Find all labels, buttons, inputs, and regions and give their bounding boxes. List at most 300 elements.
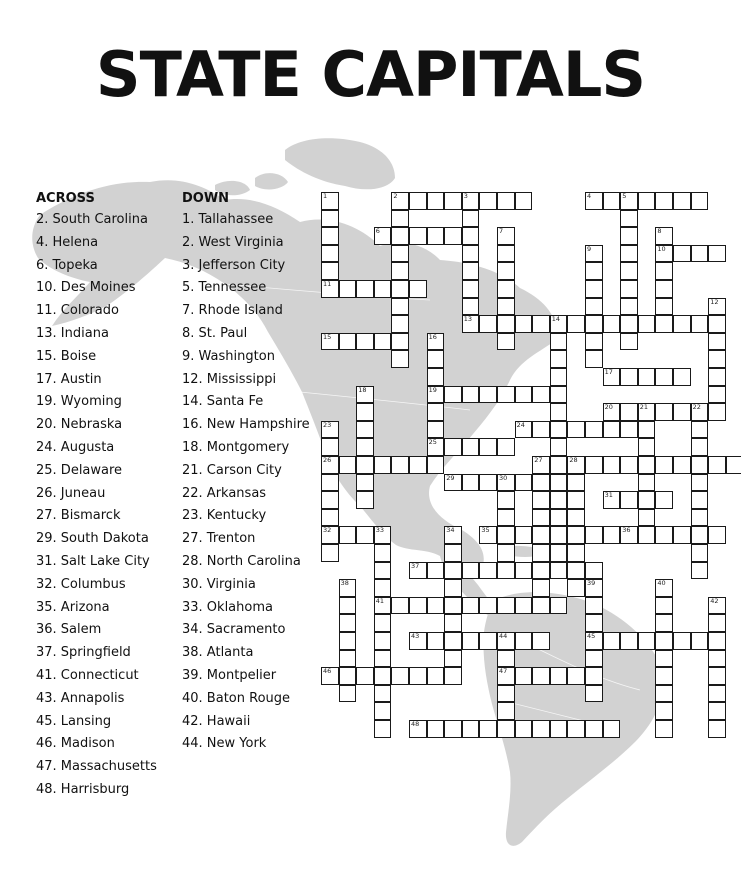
- crossword-cell[interactable]: [585, 579, 603, 597]
- crossword-cell[interactable]: [444, 667, 462, 685]
- crossword-cell[interactable]: [532, 509, 550, 527]
- crossword-cell[interactable]: [356, 403, 374, 421]
- crossword-cell[interactable]: [726, 456, 741, 474]
- crossword-cell[interactable]: [391, 192, 409, 210]
- crossword-cell[interactable]: [356, 667, 374, 685]
- crossword-cell[interactable]: [691, 474, 709, 492]
- crossword-cell[interactable]: [444, 227, 462, 245]
- crossword-cell[interactable]: [515, 315, 533, 333]
- crossword-cell[interactable]: [585, 632, 603, 650]
- crossword-cell[interactable]: [497, 685, 515, 703]
- crossword-cell[interactable]: [444, 544, 462, 562]
- crossword-cell[interactable]: [708, 720, 726, 738]
- crossword-cell[interactable]: [339, 456, 357, 474]
- crossword-cell[interactable]: [673, 192, 691, 210]
- crossword-cell[interactable]: [567, 456, 585, 474]
- crossword-cell[interactable]: [462, 192, 480, 210]
- crossword-cell[interactable]: [462, 474, 480, 492]
- crossword-cell[interactable]: [444, 562, 462, 580]
- crossword-cell[interactable]: [497, 227, 515, 245]
- crossword-cell[interactable]: [462, 438, 480, 456]
- crossword-cell[interactable]: [339, 667, 357, 685]
- crossword-cell[interactable]: [391, 262, 409, 280]
- crossword-cell[interactable]: [638, 403, 656, 421]
- crossword-cell[interactable]: [515, 562, 533, 580]
- crossword-cell[interactable]: [620, 298, 638, 316]
- crossword-cell[interactable]: [620, 456, 638, 474]
- crossword-cell[interactable]: [585, 526, 603, 544]
- crossword-cell[interactable]: [673, 632, 691, 650]
- crossword-cell[interactable]: [497, 491, 515, 509]
- crossword-cell[interactable]: [532, 562, 550, 580]
- crossword-cell[interactable]: [603, 192, 621, 210]
- crossword-cell[interactable]: [427, 438, 445, 456]
- crossword-cell[interactable]: [691, 421, 709, 439]
- crossword-cell[interactable]: [427, 192, 445, 210]
- crossword-cell[interactable]: [550, 333, 568, 351]
- crossword-cell[interactable]: [550, 456, 568, 474]
- crossword-cell[interactable]: [708, 685, 726, 703]
- crossword-cell[interactable]: [515, 421, 533, 439]
- crossword-cell[interactable]: [620, 210, 638, 228]
- crossword-cell[interactable]: [603, 491, 621, 509]
- crossword-cell[interactable]: [691, 245, 709, 263]
- crossword-cell[interactable]: [462, 262, 480, 280]
- crossword-cell[interactable]: [708, 614, 726, 632]
- crossword-cell[interactable]: [708, 597, 726, 615]
- crossword-cell[interactable]: [603, 456, 621, 474]
- crossword-cell[interactable]: [356, 526, 374, 544]
- crossword-cell[interactable]: [356, 386, 374, 404]
- crossword-cell[interactable]: [497, 526, 515, 544]
- crossword-cell[interactable]: [638, 474, 656, 492]
- crossword-cell[interactable]: [585, 667, 603, 685]
- crossword-cell[interactable]: [550, 526, 568, 544]
- crossword-cell[interactable]: [567, 491, 585, 509]
- crossword-cell[interactable]: [356, 438, 374, 456]
- crossword-cell[interactable]: [374, 720, 392, 738]
- crossword-cell[interactable]: [356, 456, 374, 474]
- crossword-cell[interactable]: [374, 333, 392, 351]
- crossword-cell[interactable]: [532, 579, 550, 597]
- crossword-cell[interactable]: [444, 720, 462, 738]
- crossword-cell[interactable]: [532, 386, 550, 404]
- crossword-cell[interactable]: [374, 614, 392, 632]
- crossword-cell[interactable]: [655, 368, 673, 386]
- crossword-cell[interactable]: [550, 403, 568, 421]
- crossword-cell[interactable]: [339, 579, 357, 597]
- crossword-cell[interactable]: [321, 526, 339, 544]
- crossword-cell[interactable]: [321, 421, 339, 439]
- crossword-cell[interactable]: [391, 227, 409, 245]
- crossword-cell[interactable]: [532, 421, 550, 439]
- crossword-cell[interactable]: [655, 456, 673, 474]
- crossword-cell[interactable]: [550, 350, 568, 368]
- crossword-cell[interactable]: [444, 438, 462, 456]
- crossword-cell[interactable]: [374, 227, 392, 245]
- crossword-cell[interactable]: [427, 421, 445, 439]
- crossword-cell[interactable]: [497, 597, 515, 615]
- crossword-cell[interactable]: [655, 632, 673, 650]
- crossword-cell[interactable]: [479, 386, 497, 404]
- crossword-cell[interactable]: [374, 650, 392, 668]
- crossword-cell[interactable]: [585, 421, 603, 439]
- crossword-cell[interactable]: [708, 667, 726, 685]
- crossword-cell[interactable]: [691, 544, 709, 562]
- crossword-cell[interactable]: [620, 491, 638, 509]
- crossword-cell[interactable]: [655, 614, 673, 632]
- crossword-cell[interactable]: [708, 526, 726, 544]
- crossword-cell[interactable]: [550, 597, 568, 615]
- crossword-cell[interactable]: [655, 192, 673, 210]
- crossword-cell[interactable]: [550, 315, 568, 333]
- crossword-cell[interactable]: [497, 667, 515, 685]
- crossword-cell[interactable]: [620, 315, 638, 333]
- crossword-cell[interactable]: [567, 421, 585, 439]
- crossword-cell[interactable]: [479, 315, 497, 333]
- crossword-cell[interactable]: [603, 315, 621, 333]
- crossword-cell[interactable]: [691, 526, 709, 544]
- crossword-cell[interactable]: [585, 650, 603, 668]
- crossword-cell[interactable]: [708, 333, 726, 351]
- crossword-cell[interactable]: [620, 245, 638, 263]
- crossword-cell[interactable]: [585, 562, 603, 580]
- crossword-cell[interactable]: [673, 368, 691, 386]
- crossword-cell[interactable]: [427, 720, 445, 738]
- crossword-cell[interactable]: [691, 491, 709, 509]
- crossword-cell[interactable]: [339, 614, 357, 632]
- crossword-cell[interactable]: [427, 456, 445, 474]
- crossword-cell[interactable]: [409, 192, 427, 210]
- crossword-cell[interactable]: [655, 298, 673, 316]
- crossword-cell[interactable]: [638, 368, 656, 386]
- crossword-cell[interactable]: [585, 614, 603, 632]
- crossword-cell[interactable]: [497, 192, 515, 210]
- crossword-cell[interactable]: [391, 298, 409, 316]
- crossword-cell[interactable]: [427, 562, 445, 580]
- crossword-cell[interactable]: [497, 333, 515, 351]
- crossword-cell[interactable]: [585, 245, 603, 263]
- crossword-cell[interactable]: [321, 192, 339, 210]
- crossword-cell[interactable]: [585, 720, 603, 738]
- crossword-cell[interactable]: [497, 720, 515, 738]
- crossword-cell[interactable]: [585, 597, 603, 615]
- crossword-cell[interactable]: [444, 632, 462, 650]
- crossword-cell[interactable]: [620, 421, 638, 439]
- crossword-cell[interactable]: [655, 720, 673, 738]
- crossword-cell[interactable]: [444, 192, 462, 210]
- crossword-cell[interactable]: [620, 403, 638, 421]
- crossword-cell[interactable]: [532, 597, 550, 615]
- crossword-cell[interactable]: [374, 702, 392, 720]
- crossword-cell[interactable]: [339, 597, 357, 615]
- crossword-cell[interactable]: [321, 280, 339, 298]
- crossword-cell[interactable]: [515, 597, 533, 615]
- crossword-cell[interactable]: [620, 192, 638, 210]
- crossword-cell[interactable]: [339, 333, 357, 351]
- crossword-cell[interactable]: [603, 421, 621, 439]
- crossword-cell[interactable]: [620, 262, 638, 280]
- crossword-cell[interactable]: [321, 456, 339, 474]
- crossword-cell[interactable]: [479, 632, 497, 650]
- crossword-cell[interactable]: [620, 280, 638, 298]
- crossword-cell[interactable]: [585, 192, 603, 210]
- crossword-cell[interactable]: [321, 474, 339, 492]
- crossword-cell[interactable]: [321, 210, 339, 228]
- crossword-cell[interactable]: [550, 491, 568, 509]
- crossword-cell[interactable]: [321, 509, 339, 527]
- crossword-cell[interactable]: [603, 526, 621, 544]
- crossword-cell[interactable]: [708, 456, 726, 474]
- crossword-cell[interactable]: [638, 632, 656, 650]
- crossword-cell[interactable]: [409, 597, 427, 615]
- crossword-cell[interactable]: [497, 262, 515, 280]
- crossword-cell[interactable]: [550, 509, 568, 527]
- crossword-cell[interactable]: [444, 650, 462, 668]
- crossword-cell[interactable]: [497, 509, 515, 527]
- crossword-cell[interactable]: [321, 667, 339, 685]
- crossword-cell[interactable]: [497, 474, 515, 492]
- crossword-cell[interactable]: [427, 667, 445, 685]
- crossword-cell[interactable]: [479, 597, 497, 615]
- crossword-cell[interactable]: [427, 386, 445, 404]
- crossword-cell[interactable]: [567, 562, 585, 580]
- crossword-cell[interactable]: [673, 526, 691, 544]
- crossword-cell[interactable]: [479, 720, 497, 738]
- crossword-cell[interactable]: [339, 650, 357, 668]
- crossword-cell[interactable]: [462, 245, 480, 263]
- crossword-cell[interactable]: [655, 280, 673, 298]
- crossword-cell[interactable]: [321, 544, 339, 562]
- crossword-cell[interactable]: [708, 315, 726, 333]
- crossword-cell[interactable]: [550, 438, 568, 456]
- crossword-cell[interactable]: [532, 474, 550, 492]
- crossword-cell[interactable]: [638, 456, 656, 474]
- crossword-cell[interactable]: [585, 280, 603, 298]
- crossword-cell[interactable]: [708, 702, 726, 720]
- crossword-cell[interactable]: [462, 562, 480, 580]
- crossword-cell[interactable]: [603, 403, 621, 421]
- crossword-cell[interactable]: [691, 456, 709, 474]
- crossword-cell[interactable]: [655, 702, 673, 720]
- crossword-cell[interactable]: [655, 526, 673, 544]
- crossword-cell[interactable]: [708, 368, 726, 386]
- crossword-cell[interactable]: [444, 614, 462, 632]
- crossword-cell[interactable]: [567, 667, 585, 685]
- crossword-cell[interactable]: [708, 298, 726, 316]
- crossword-cell[interactable]: [497, 280, 515, 298]
- crossword-cell[interactable]: [532, 667, 550, 685]
- crossword-cell[interactable]: [638, 192, 656, 210]
- crossword-cell[interactable]: [655, 597, 673, 615]
- crossword-cell[interactable]: [515, 386, 533, 404]
- crossword-cell[interactable]: [655, 491, 673, 509]
- crossword-cell[interactable]: [638, 509, 656, 527]
- crossword-cell[interactable]: [339, 632, 357, 650]
- crossword-cell[interactable]: [691, 315, 709, 333]
- crossword-cell[interactable]: [479, 192, 497, 210]
- crossword-cell[interactable]: [585, 456, 603, 474]
- crossword-cell[interactable]: [585, 298, 603, 316]
- crossword-cell[interactable]: [655, 650, 673, 668]
- crossword-cell[interactable]: [585, 350, 603, 368]
- crossword-cell[interactable]: [497, 386, 515, 404]
- crossword-cell[interactable]: [427, 597, 445, 615]
- crossword-cell[interactable]: [515, 667, 533, 685]
- crossword-cell[interactable]: [532, 720, 550, 738]
- crossword-cell[interactable]: [567, 544, 585, 562]
- crossword-cell[interactable]: [585, 262, 603, 280]
- crossword-cell[interactable]: [409, 720, 427, 738]
- crossword-cell[interactable]: [462, 227, 480, 245]
- crossword-cell[interactable]: [567, 509, 585, 527]
- crossword-cell[interactable]: [532, 526, 550, 544]
- crossword-cell[interactable]: [391, 350, 409, 368]
- crossword-cell[interactable]: [603, 368, 621, 386]
- crossword-cell[interactable]: [409, 632, 427, 650]
- crossword-cell[interactable]: [374, 562, 392, 580]
- crossword-cell[interactable]: [462, 298, 480, 316]
- crossword-cell[interactable]: [638, 491, 656, 509]
- crossword-cell[interactable]: [339, 685, 357, 703]
- crossword-cell[interactable]: [391, 210, 409, 228]
- crossword-cell[interactable]: [427, 333, 445, 351]
- crossword-cell[interactable]: [444, 474, 462, 492]
- crossword-cell[interactable]: [691, 438, 709, 456]
- crossword-cell[interactable]: [391, 280, 409, 298]
- crossword-cell[interactable]: [673, 315, 691, 333]
- crossword-cell[interactable]: [356, 421, 374, 439]
- crossword-cell[interactable]: [550, 386, 568, 404]
- crossword-cell[interactable]: [673, 403, 691, 421]
- crossword-cell[interactable]: [374, 526, 392, 544]
- crossword-cell[interactable]: [532, 632, 550, 650]
- crossword-cell[interactable]: [655, 403, 673, 421]
- crossword-cell[interactable]: [532, 456, 550, 474]
- crossword-cell[interactable]: [638, 315, 656, 333]
- crossword-cell[interactable]: [603, 632, 621, 650]
- crossword-cell[interactable]: [708, 403, 726, 421]
- crossword-cell[interactable]: [638, 438, 656, 456]
- crossword-cell[interactable]: [691, 632, 709, 650]
- crossword-cell[interactable]: [497, 650, 515, 668]
- crossword-cell[interactable]: [444, 579, 462, 597]
- crossword-cell[interactable]: [567, 474, 585, 492]
- crossword-cell[interactable]: [567, 720, 585, 738]
- crossword-cell[interactable]: [550, 421, 568, 439]
- crossword-cell[interactable]: [567, 526, 585, 544]
- crossword-cell[interactable]: [550, 368, 568, 386]
- crossword-cell[interactable]: [374, 597, 392, 615]
- crossword-cell[interactable]: [462, 210, 480, 228]
- crossword-cell[interactable]: [479, 474, 497, 492]
- crossword-cell[interactable]: [655, 227, 673, 245]
- crossword-cell[interactable]: [708, 245, 726, 263]
- crossword-cell[interactable]: [550, 562, 568, 580]
- crossword-cell[interactable]: [409, 456, 427, 474]
- crossword-cell[interactable]: [550, 544, 568, 562]
- crossword-cell[interactable]: [356, 333, 374, 351]
- crossword-cell[interactable]: [462, 720, 480, 738]
- crossword-cell[interactable]: [655, 315, 673, 333]
- crossword-cell[interactable]: [374, 280, 392, 298]
- crossword-cell[interactable]: [515, 474, 533, 492]
- crossword-cell[interactable]: [374, 579, 392, 597]
- crossword-cell[interactable]: [427, 227, 445, 245]
- crossword-cell[interactable]: [532, 491, 550, 509]
- crossword-cell[interactable]: [444, 526, 462, 544]
- crossword-cell[interactable]: [339, 280, 357, 298]
- crossword-cell[interactable]: [321, 227, 339, 245]
- crossword-cell[interactable]: [409, 667, 427, 685]
- crossword-cell[interactable]: [691, 403, 709, 421]
- crossword-cell[interactable]: [391, 597, 409, 615]
- crossword-cell[interactable]: [655, 685, 673, 703]
- crossword-cell[interactable]: [638, 526, 656, 544]
- crossword-cell[interactable]: [620, 632, 638, 650]
- crossword-cell[interactable]: [497, 702, 515, 720]
- crossword-cell[interactable]: [321, 438, 339, 456]
- crossword-cell[interactable]: [691, 192, 709, 210]
- crossword-cell[interactable]: [655, 579, 673, 597]
- crossword-cell[interactable]: [497, 562, 515, 580]
- crossword-cell[interactable]: [620, 526, 638, 544]
- crossword-cell[interactable]: [567, 579, 585, 597]
- crossword-cell[interactable]: [638, 421, 656, 439]
- crossword-cell[interactable]: [374, 667, 392, 685]
- crossword-cell[interactable]: [515, 192, 533, 210]
- crossword-cell[interactable]: [620, 368, 638, 386]
- crossword-cell[interactable]: [391, 315, 409, 333]
- crossword-cell[interactable]: [409, 562, 427, 580]
- crossword-cell[interactable]: [409, 227, 427, 245]
- crossword-cell[interactable]: [374, 685, 392, 703]
- crossword-cell[interactable]: [673, 456, 691, 474]
- crossword-cell[interactable]: [603, 720, 621, 738]
- crossword-cell[interactable]: [655, 262, 673, 280]
- crossword-cell[interactable]: [374, 456, 392, 474]
- crossword-cell[interactable]: [479, 526, 497, 544]
- crossword-cell[interactable]: [462, 315, 480, 333]
- crossword-cell[interactable]: [321, 262, 339, 280]
- crossword-cell[interactable]: [462, 280, 480, 298]
- crossword-cell[interactable]: [620, 227, 638, 245]
- crossword-cell[interactable]: [708, 386, 726, 404]
- crossword-cell[interactable]: [391, 456, 409, 474]
- crossword-cell[interactable]: [409, 280, 427, 298]
- crossword-cell[interactable]: [356, 474, 374, 492]
- crossword-cell[interactable]: [427, 403, 445, 421]
- crossword-cell[interactable]: [462, 597, 480, 615]
- crossword-cell[interactable]: [462, 386, 480, 404]
- crossword-cell[interactable]: [497, 544, 515, 562]
- crossword-cell[interactable]: [427, 368, 445, 386]
- crossword-cell[interactable]: [356, 280, 374, 298]
- crossword-cell[interactable]: [391, 245, 409, 263]
- crossword-cell[interactable]: [339, 526, 357, 544]
- crossword-cell[interactable]: [391, 667, 409, 685]
- crossword-cell[interactable]: [691, 562, 709, 580]
- crossword-cell[interactable]: [620, 333, 638, 351]
- crossword-cell[interactable]: [532, 315, 550, 333]
- crossword-cell[interactable]: [550, 667, 568, 685]
- crossword-cell[interactable]: [497, 298, 515, 316]
- crossword-cell[interactable]: [321, 333, 339, 351]
- crossword-cell[interactable]: [550, 474, 568, 492]
- crossword-cell[interactable]: [321, 491, 339, 509]
- crossword-cell[interactable]: [691, 509, 709, 527]
- crossword-cell[interactable]: [479, 562, 497, 580]
